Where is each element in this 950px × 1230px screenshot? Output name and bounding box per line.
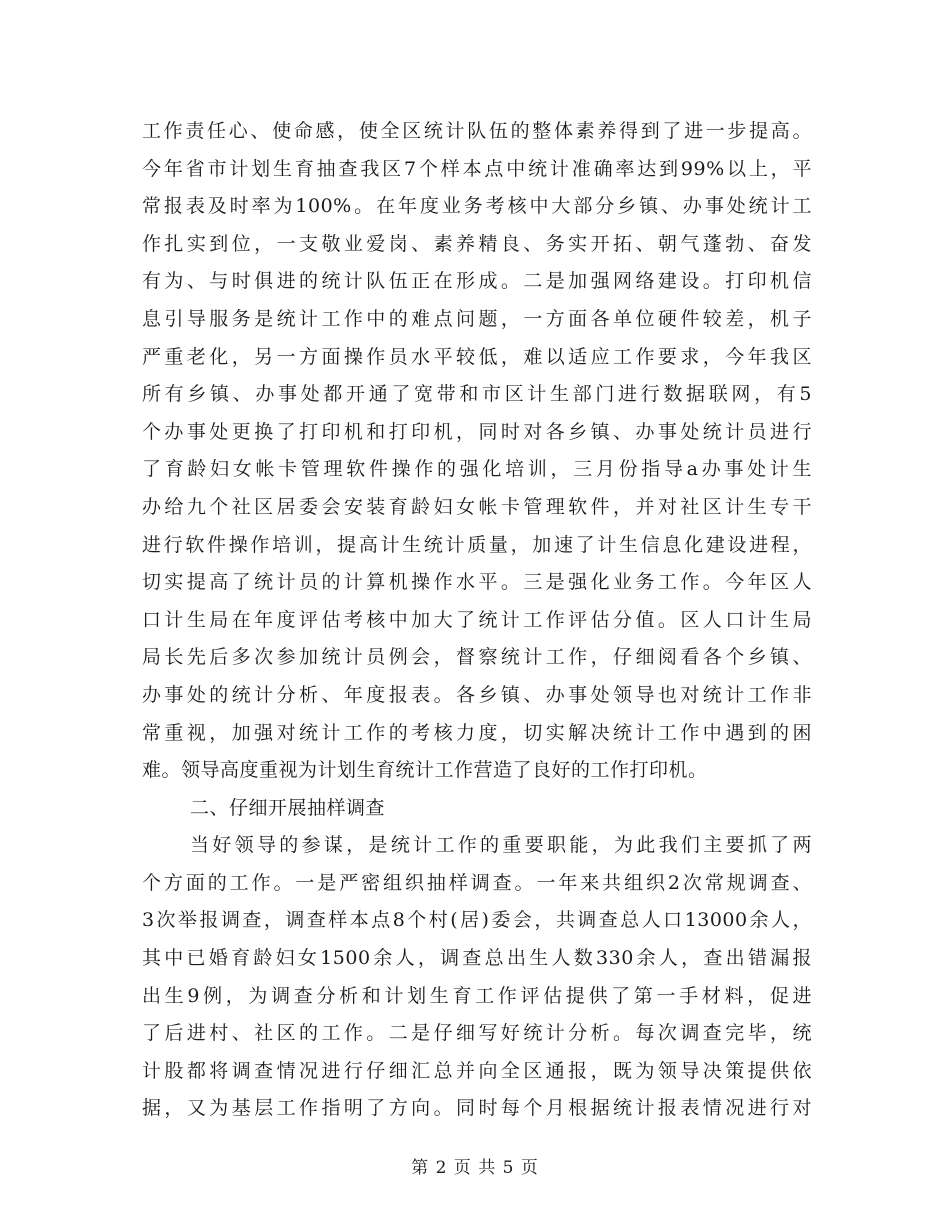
text-line-21: 个方面的工作。一是严密组织抽样调查。一年来共组织2次常规调查、 <box>142 871 812 894</box>
text-line-15: 局长先后多次参加统计员例会，督察统计工作，仔细阅看各个乡镇、 <box>142 646 812 669</box>
document-body <box>142 113 812 1128</box>
text-line-14: 口计生局在年度评估考核中加大了统计工作评估分值。区人口计生局 <box>142 608 812 631</box>
text-line-20: 当好领导的参谋，是统计工作的重要职能，为此我们主要抓了两 <box>190 834 812 857</box>
text-line-6: 息引导服务是统计工作中的难点问题，一方面各单位硬件较差，机子 <box>142 307 812 330</box>
text-line-16: 办事处的统计分析、年度报表。各乡镇、办事处领导也对统计工作非 <box>142 683 812 706</box>
text-line-13: 切实提高了统计员的计算机操作水平。三是强化业务工作。今年区人 <box>142 571 812 594</box>
text-line-27: 据，又为基层工作指明了方向。同时每个月根据统计报表情况进行对 <box>142 1097 812 1120</box>
text-line-2: 今年省市计划生育抽查我区7个样本点中统计准确率达到99%以上，平 <box>142 157 812 180</box>
text-line-11: 办给九个社区居委会安装育龄妇女帐卡管理软件，并对社区计生专干 <box>142 495 812 518</box>
text-line-25: 了后进村、社区的工作。二是仔细写好统计分析。每次调查完毕，统 <box>142 1022 812 1045</box>
text-line-17: 常重视，加强对统计工作的考核力度，切实解决统计工作中遇到的困 <box>142 721 812 744</box>
page-footer: 第 2 页 共 5 页 <box>411 1158 539 1178</box>
text-line-8: 所有乡镇、办事处都开通了宽带和市区计生部门进行数据联网，有5 <box>142 383 812 406</box>
text-line-7: 严重老化，另一方面操作员水平较低，难以适应工作要求，今年我区 <box>142 345 812 368</box>
text-line-24: 出生9例，为调查分析和计划生育工作评估提供了第一手材料，促进 <box>142 984 812 1007</box>
section-heading: 二、仔细开展抽样调查 <box>190 796 386 819</box>
text-line-18: 难。领导高度重视为计划生育统计工作营造了良好的工作打印机。 <box>142 759 708 782</box>
text-line-10: 了育龄妇女帐卡管理软件操作的强化培训，三月份指导a办事处计生 <box>142 458 812 481</box>
text-line-3: 常报表及时率为100%。在年度业务考核中大部分乡镇、办事处统计工 <box>142 195 812 218</box>
text-line-5: 有为、与时俱进的统计队伍正在形成。二是加强网络建设。打印机信 <box>142 270 812 293</box>
text-line-23: 其中已婚育龄妇女1500余人，调查总出生人数330余人，查出错漏报 <box>142 947 812 970</box>
text-line-26: 计股都将调查情况进行仔细汇总并向全区通报，既为领导决策提供依 <box>142 1059 812 1082</box>
text-line-1: 工作责任心、使命感，使全区统计队伍的整体素养得到了进一步提高。 <box>142 120 812 142</box>
text-line-12: 进行软件操作培训，提高计生统计质量，加速了计生信息化建设进程， <box>142 533 812 556</box>
text-line-4: 作扎实到位，一支敬业爱岗、素养精良、务实开拓、朝气蓬勃、奋发 <box>142 232 812 255</box>
text-line-9: 个办事处更换了打印机和打印机，同时对各乡镇、办事处统计员进行 <box>142 420 812 443</box>
text-line-22: 3次举报调查，调查样本点8个村(居)委会，共调查总人口13000余人， <box>142 909 812 932</box>
